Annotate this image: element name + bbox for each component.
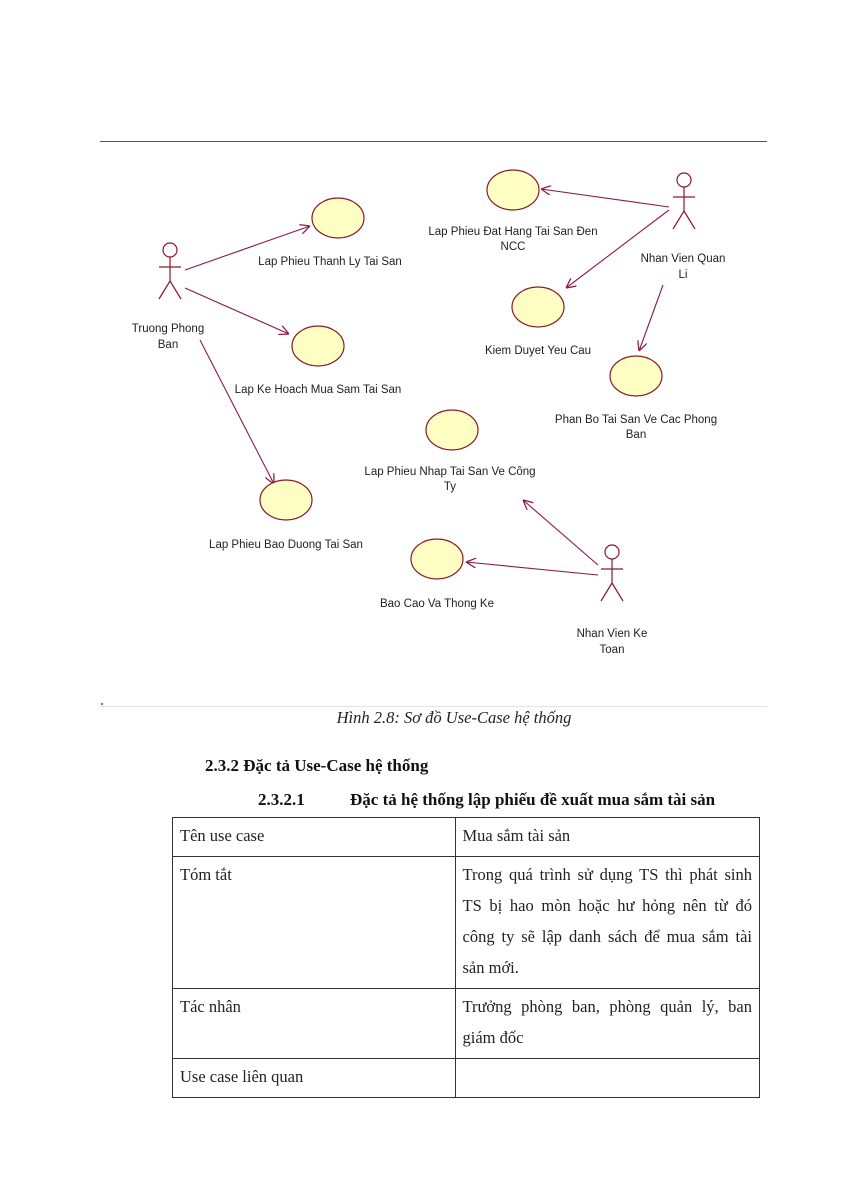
use-case-label: Lap Phieu Nhap Tai San Ve Công — [364, 466, 536, 478]
use-case-ellipse — [426, 410, 478, 450]
use-case-label: NCC — [500, 241, 526, 253]
figure-caption: Hình 2.8: Sơ đồ Use-Case hệ thống — [336, 708, 572, 727]
figure-bottom-rule — [100, 706, 767, 707]
use-case-ellipse — [610, 356, 662, 396]
use-case-label: Lap Phieu Bao Duong Tai San — [209, 539, 363, 551]
use-case-label: Kiem Duyet Yeu Cau — [484, 345, 592, 357]
actor-head — [163, 243, 177, 257]
row-label: Tóm tắt — [173, 857, 456, 989]
table-row — [173, 857, 760, 989]
use-case-ellipse — [292, 326, 344, 366]
row-label: Use case liên quan — [173, 1059, 456, 1098]
row-value — [455, 1059, 760, 1098]
association-arrow — [639, 285, 663, 351]
association-arrow — [541, 189, 669, 207]
actor-leg — [159, 281, 170, 299]
actor-label: Ban — [157, 339, 179, 351]
table-row — [173, 818, 760, 857]
row-label: Tác nhân — [173, 989, 456, 1059]
use-case-ellipse — [411, 539, 463, 579]
use-case-ellipse — [312, 198, 364, 238]
use-case-spec-table — [172, 817, 760, 1098]
use-case-label: Bao Cao Va Thong Ke — [379, 598, 495, 610]
actor-label: Nhan Vien Ke — [576, 628, 648, 640]
actor-label: Toan — [599, 644, 625, 656]
use-case-label: Lap Phieu Đat Hang Tai San Đen — [428, 226, 598, 238]
row-value: Trong quá trình sử dụng TS thì phát sinh TS bị hao mòn hoặc hư hỏng nên từ đó công ty sẽ lập danh sách để mua sắm tài sản mới. — [455, 857, 760, 989]
use-case-label: Phan Bo Tai San Ve Cac Phong — [554, 414, 718, 426]
use-case-label: Lap Ke Hoach Mua Sam Tai San — [234, 384, 402, 396]
actor-leg — [684, 211, 695, 229]
association-arrow — [466, 562, 598, 575]
row-value: Mua sắm tài sản — [455, 818, 760, 857]
use-case-label: Ty — [443, 481, 457, 493]
actor-label: Nhan Vien Quan — [640, 253, 726, 265]
section-heading: 2.3.2 Đặc tả Use-Case hệ thống — [205, 756, 429, 775]
actor-label: Truong Phong — [131, 323, 205, 335]
actor-leg — [673, 211, 684, 229]
use-case-ellipse — [487, 170, 539, 210]
table-row — [173, 1059, 760, 1098]
association-arrow — [523, 500, 598, 565]
figure-mark — [101, 703, 103, 705]
use-case-ellipse — [260, 480, 312, 520]
use-case-label: Lap Phieu Thanh Ly Tai San — [258, 256, 402, 268]
actor-leg — [612, 583, 623, 601]
table-row — [173, 989, 760, 1059]
row-label: Tên use case — [173, 818, 456, 857]
actor-label: Li — [678, 269, 688, 281]
actor-head — [605, 545, 619, 559]
subsection-title: Đặc tả hệ thống lập phiếu đề xuất mua sắm tài sản — [350, 790, 716, 809]
subsection-heading — [258, 790, 715, 810]
actor-leg — [601, 583, 612, 601]
use-case-label: Ban — [625, 429, 647, 441]
actor-leg — [170, 281, 181, 299]
use-case-ellipse — [512, 287, 564, 327]
subsection-number: 2.3.2.1 — [258, 790, 305, 809]
row-value: Trưởng phòng ban, phòng quản lý, ban giám đốc — [455, 989, 760, 1059]
actor-head — [677, 173, 691, 187]
association-arrow — [200, 340, 274, 484]
association-arrow — [566, 210, 669, 288]
